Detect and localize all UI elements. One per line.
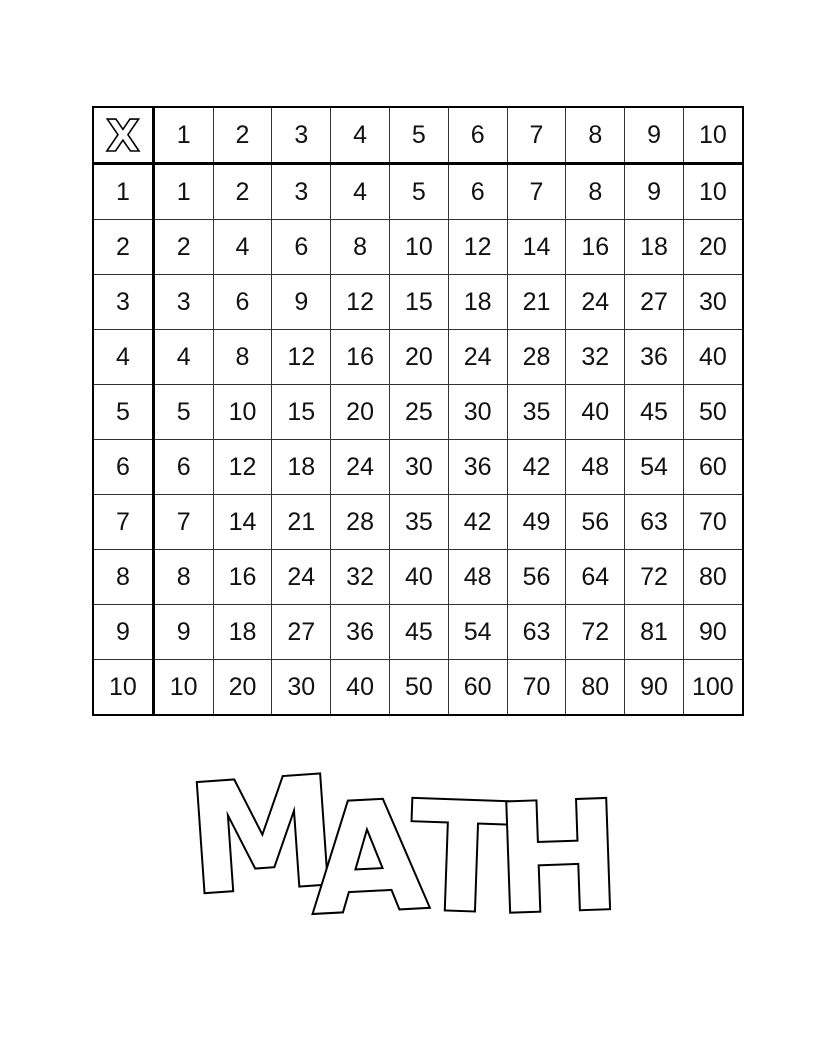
corner-cell xyxy=(93,107,153,164)
product-cell: 90 xyxy=(625,660,684,716)
product-cell: 9 xyxy=(153,605,213,660)
product-cell: 3 xyxy=(272,164,331,220)
product-cell: 20 xyxy=(213,660,272,716)
product-cell: 35 xyxy=(389,495,448,550)
product-cell: 54 xyxy=(448,605,507,660)
product-cell: 36 xyxy=(448,440,507,495)
product-cell: 30 xyxy=(389,440,448,495)
product-cell: 81 xyxy=(625,605,684,660)
product-cell: 15 xyxy=(272,385,331,440)
product-cell: 4 xyxy=(331,164,390,220)
product-cell: 24 xyxy=(331,440,390,495)
column-header: 6 xyxy=(448,107,507,164)
row-header: 10 xyxy=(93,660,153,716)
product-cell: 10 xyxy=(389,220,448,275)
product-cell: 80 xyxy=(683,550,742,605)
product-cell: 32 xyxy=(331,550,390,605)
product-cell: 21 xyxy=(272,495,331,550)
product-cell: 14 xyxy=(213,495,272,550)
product-cell: 20 xyxy=(683,220,742,275)
product-cell: 28 xyxy=(507,330,566,385)
product-cell: 49 xyxy=(507,495,566,550)
product-cell: 14 xyxy=(507,220,566,275)
product-cell: 27 xyxy=(272,605,331,660)
product-cell: 70 xyxy=(683,495,742,550)
multiplication-table xyxy=(92,106,744,716)
row-header: 2 xyxy=(93,220,153,275)
column-header: 7 xyxy=(507,107,566,164)
product-cell: 18 xyxy=(213,605,272,660)
product-cell: 12 xyxy=(448,220,507,275)
product-cell: 48 xyxy=(566,440,625,495)
product-cell: 15 xyxy=(389,275,448,330)
product-cell: 30 xyxy=(272,660,331,716)
product-cell: 80 xyxy=(566,660,625,716)
multiplication-table-container xyxy=(92,106,734,711)
product-cell: 64 xyxy=(566,550,625,605)
table-row xyxy=(93,220,743,275)
corner-x-glyph: X xyxy=(105,111,140,162)
product-cell: 36 xyxy=(625,330,684,385)
product-cell: 10 xyxy=(153,660,213,716)
product-cell: 10 xyxy=(213,385,272,440)
product-cell: 63 xyxy=(507,605,566,660)
table-row xyxy=(93,330,743,385)
product-cell: 30 xyxy=(683,275,742,330)
table-row xyxy=(93,164,743,220)
product-cell: 18 xyxy=(272,440,331,495)
row-header: 9 xyxy=(93,605,153,660)
product-cell: 56 xyxy=(566,495,625,550)
product-cell: 2 xyxy=(153,220,213,275)
column-header: 8 xyxy=(566,107,625,164)
column-header: 4 xyxy=(331,107,390,164)
row-header: 5 xyxy=(93,385,153,440)
product-cell: 40 xyxy=(566,385,625,440)
product-cell: 40 xyxy=(683,330,742,385)
product-cell: 8 xyxy=(331,220,390,275)
product-cell: 24 xyxy=(566,275,625,330)
product-cell: 35 xyxy=(507,385,566,440)
column-header: 10 xyxy=(683,107,742,164)
table-row xyxy=(93,605,743,660)
math-title xyxy=(182,744,630,949)
product-cell: 60 xyxy=(448,660,507,716)
product-cell: 18 xyxy=(448,275,507,330)
table-row xyxy=(93,440,743,495)
product-cell: 16 xyxy=(331,330,390,385)
product-cell: 48 xyxy=(448,550,507,605)
product-cell: 8 xyxy=(153,550,213,605)
row-header: 6 xyxy=(93,440,153,495)
row-header: 3 xyxy=(93,275,153,330)
product-cell: 12 xyxy=(213,440,272,495)
product-cell: 90 xyxy=(683,605,742,660)
product-cell: 72 xyxy=(625,550,684,605)
row-header: 4 xyxy=(93,330,153,385)
product-cell: 42 xyxy=(448,495,507,550)
product-cell: 45 xyxy=(389,605,448,660)
product-cell: 5 xyxy=(389,164,448,220)
product-cell: 8 xyxy=(213,330,272,385)
product-cell: 27 xyxy=(625,275,684,330)
product-cell: 50 xyxy=(389,660,448,716)
column-header: 3 xyxy=(272,107,331,164)
product-cell: 70 xyxy=(507,660,566,716)
table-row xyxy=(93,385,743,440)
product-cell: 6 xyxy=(153,440,213,495)
product-cell: 42 xyxy=(507,440,566,495)
table-row xyxy=(93,495,743,550)
product-cell: 20 xyxy=(389,330,448,385)
row-header: 8 xyxy=(93,550,153,605)
product-cell: 24 xyxy=(272,550,331,605)
header-row xyxy=(93,107,743,164)
product-cell: 50 xyxy=(683,385,742,440)
product-cell: 6 xyxy=(213,275,272,330)
product-cell: 30 xyxy=(448,385,507,440)
title-letter: H xyxy=(492,769,625,949)
product-cell: 10 xyxy=(683,164,742,220)
column-header: 5 xyxy=(389,107,448,164)
product-cell: 24 xyxy=(448,330,507,385)
product-cell: 18 xyxy=(625,220,684,275)
product-cell: 4 xyxy=(153,330,213,385)
column-header: 9 xyxy=(625,107,684,164)
product-cell: 16 xyxy=(213,550,272,605)
product-cell: 9 xyxy=(272,275,331,330)
column-header: 2 xyxy=(213,107,272,164)
product-cell: 1 xyxy=(153,164,213,220)
product-cell: 9 xyxy=(625,164,684,220)
title-letter: T xyxy=(407,770,516,948)
table-row xyxy=(93,550,743,605)
title-letter: A xyxy=(305,769,431,949)
product-cell: 4 xyxy=(213,220,272,275)
product-cell: 60 xyxy=(683,440,742,495)
product-cell: 8 xyxy=(566,164,625,220)
product-cell: 54 xyxy=(625,440,684,495)
product-cell: 5 xyxy=(153,385,213,440)
multiply-x-icon xyxy=(103,111,143,162)
product-cell: 72 xyxy=(566,605,625,660)
product-cell: 6 xyxy=(448,164,507,220)
row-header: 7 xyxy=(93,495,153,550)
product-cell: 40 xyxy=(331,660,390,716)
product-cell: 20 xyxy=(331,385,390,440)
product-cell: 7 xyxy=(507,164,566,220)
product-cell: 40 xyxy=(389,550,448,605)
product-cell: 28 xyxy=(331,495,390,550)
product-cell: 3 xyxy=(153,275,213,330)
product-cell: 56 xyxy=(507,550,566,605)
product-cell: 16 xyxy=(566,220,625,275)
table-row xyxy=(93,275,743,330)
product-cell: 45 xyxy=(625,385,684,440)
column-header: 1 xyxy=(153,107,213,164)
product-cell: 12 xyxy=(272,330,331,385)
product-cell: 21 xyxy=(507,275,566,330)
product-cell: 25 xyxy=(389,385,448,440)
product-cell: 36 xyxy=(331,605,390,660)
product-cell: 63 xyxy=(625,495,684,550)
title-letter: M xyxy=(182,744,344,929)
product-cell: 2 xyxy=(213,164,272,220)
product-cell: 32 xyxy=(566,330,625,385)
product-cell: 100 xyxy=(683,660,742,716)
product-cell: 6 xyxy=(272,220,331,275)
product-cell: 7 xyxy=(153,495,213,550)
table-row xyxy=(93,660,743,716)
row-header: 1 xyxy=(93,164,153,220)
product-cell: 12 xyxy=(331,275,390,330)
